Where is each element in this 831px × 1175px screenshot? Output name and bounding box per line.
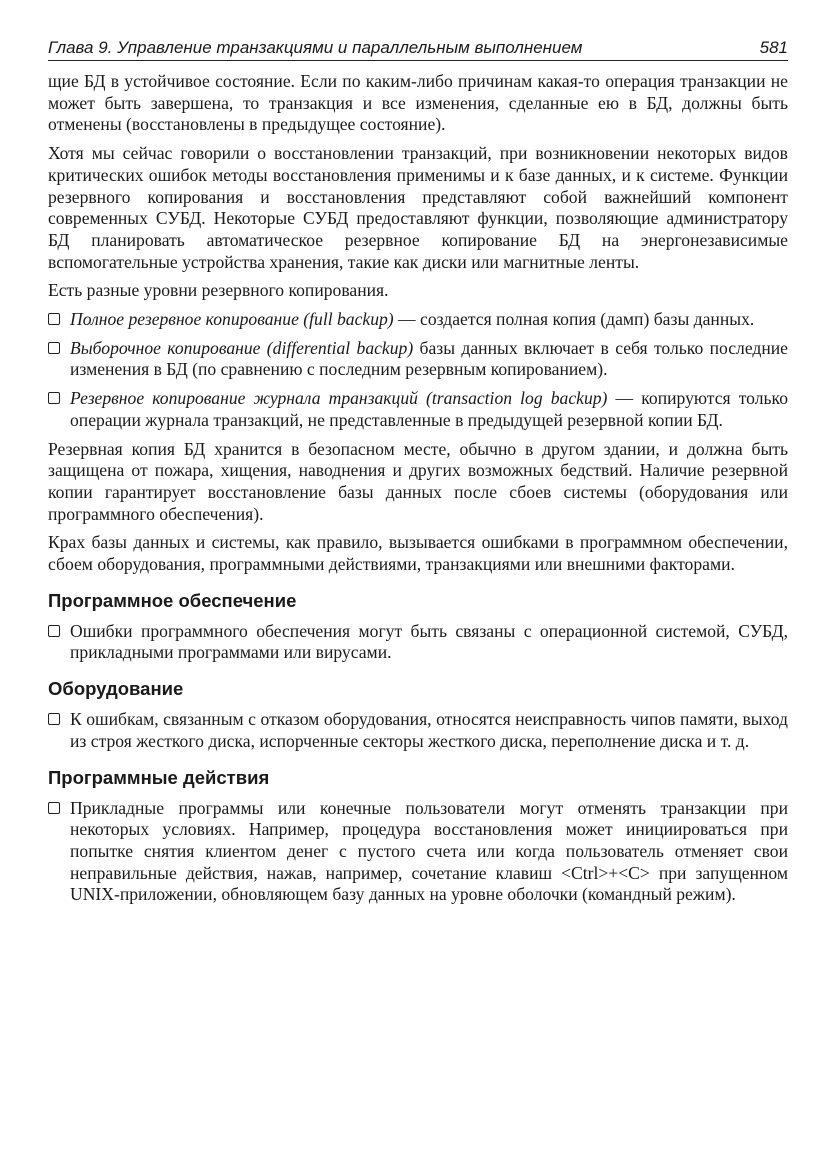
list-text: базы данных включает в себя только последние изменения в БД (по сравнению с последним резервным копированием). [70, 337, 788, 380]
list-text: К ошибкам, связанным с отказом оборудования, относятся неисправность чипов памяти, выход из строя жесткого диска, испорченные секторы жесткого диска, переполнение диска и т. д. [70, 709, 788, 751]
list-text: — создается полная копия (дамп) базы данных. [393, 309, 755, 330]
page-number: 581 [759, 38, 788, 57]
chapter-title: Глава 9. Управление транзакциями и параллельным выполнением [48, 38, 583, 57]
list-item [48, 338, 788, 381]
list-term: Полное резервное копирование (full backup) [70, 309, 394, 330]
list-text: Прикладные программы или конечные пользователи могут отменять транзакции при некоторых условиях. Например, процедура восстановления может инициироваться при попытке снятия клиентом денег с пустого счета или когда пользователь отменяет свои неправильные действия, нажав, например, сочетание клавиш <Ctrl>+<C> при запущенном UNIX-приложении, обновляющем базу данных на уровне оболочки (командный режим). [70, 797, 788, 905]
page-content [48, 71, 788, 906]
section-heading: Программные действия [48, 766, 270, 788]
list-item [48, 309, 788, 331]
section-heading: Оборудование [48, 678, 184, 700]
book-page [48, 38, 788, 913]
running-header [48, 38, 788, 61]
list-item [48, 388, 788, 431]
list-term: Выборочное копирование (differential backup) [70, 337, 414, 358]
list-item [48, 798, 788, 907]
list-item [48, 621, 788, 664]
list-term: Резервное копирование журнала транзакций (transaction log backup) [70, 388, 608, 409]
paragraph: Резервная копия БД хранится в безопасном месте, обычно в другом здании, и должна быть защищена от пожара, хищения, наводнения и других возможных бедствий. Наличие резервной копии гарантирует восстановление базы данных после сбоев системы (оборудования или программного обеспечения). [48, 438, 788, 524]
checkbox-bullet-icon [48, 798, 70, 907]
section-heading: Программное обеспечение [48, 589, 297, 611]
paragraph: щие БД в устойчивое состояние. Если по каким-либо причинам какая-то операция транзакции не может быть завершена, то транзакция и все изменения, сделанные ею в БД, должны быть отменены (восстановлены в предыдущее состояние). [48, 71, 788, 135]
list-text: Ошибки программного обеспечения могут быть связаны с операционной системой, СУБД, прикладными программами или вирусами. [70, 620, 788, 663]
checkbox-bullet-icon [48, 338, 70, 381]
paragraph: Есть разные уровни резервного копирования. [48, 280, 389, 301]
paragraph: Крах базы данных и системы, как правило, вызывается ошибками в программном обеспечении, сбоем оборудования, программными действиями, транзакциями или внешними факторами. [48, 532, 788, 575]
checkbox-bullet-icon [48, 309, 70, 331]
checkbox-bullet-icon [48, 388, 70, 431]
paragraph: Хотя мы сейчас говорили о восстановлении транзакций, при возникновении некоторых видов критических ошибок методы восстановления применимы и к базе данных, и к системе. Функции резервного копирования и восстановления представляют собой важнейший компонент современных СУБД. Некоторые СУБД предоставляют функции, позволяющие администратору БД планировать автоматическое резервное копирование БД на энергонезависимые вспомогательные устройства хранения, такие как диски или магнитные ленты. [48, 143, 788, 272]
checkbox-bullet-icon [48, 709, 70, 752]
checkbox-bullet-icon [48, 621, 70, 664]
list-text: — копируются только операции журнала транзакций, не представленные в предыдущей резервной копии БД. [70, 388, 788, 430]
list-item [48, 709, 788, 752]
